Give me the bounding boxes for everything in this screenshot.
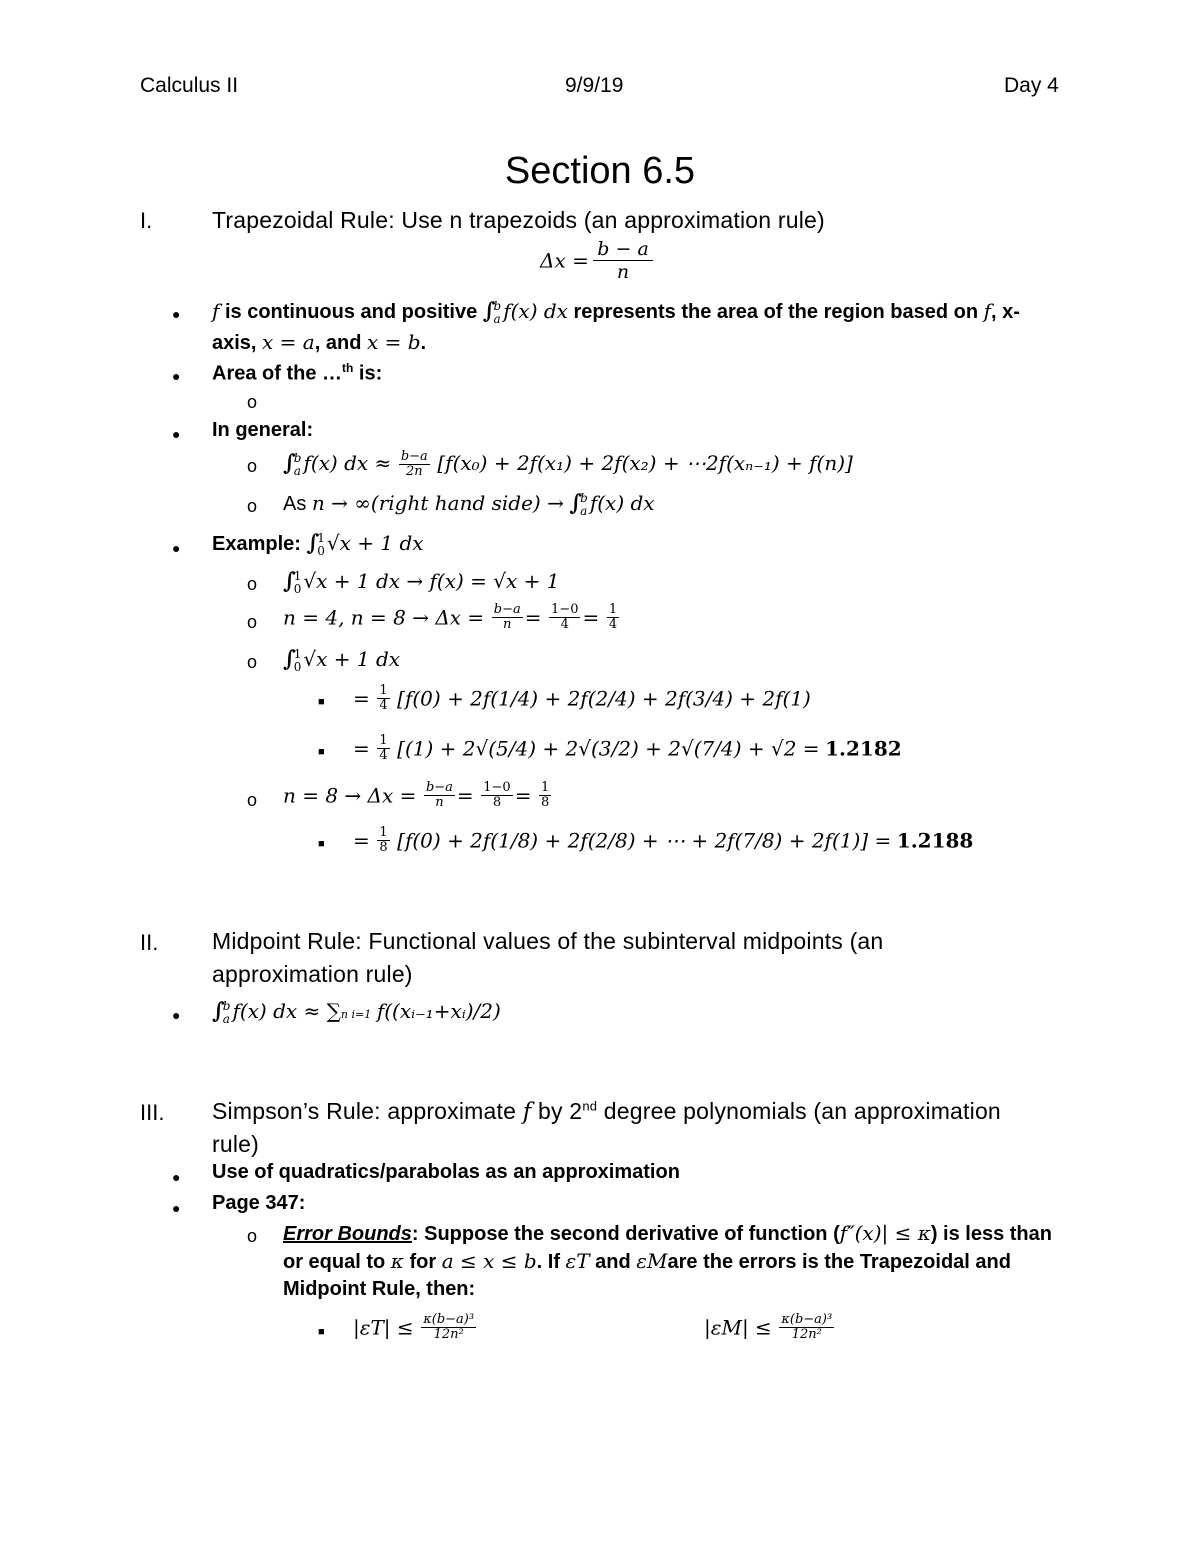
ex2-pre: n = 4, n = 8 → Δx = [283, 605, 485, 630]
integral-sign: ∫ [306, 530, 320, 556]
continuous-line-2 [212, 330, 426, 355]
integral-limits [294, 648, 302, 674]
integral-limits [580, 492, 588, 518]
example-integrand: √x + 1 dx [326, 531, 424, 555]
in-general-label: In general: [212, 419, 314, 441]
midpoint-lhs: f(x) dx ≈ ∑ [232, 999, 341, 1023]
page-title: Section 6.5 [504, 150, 696, 192]
example-step-3 [283, 646, 400, 674]
upper-limit: b [493, 298, 502, 313]
date: 9/9/19 [565, 74, 624, 97]
frac-den: 12n² [791, 1327, 822, 1342]
sum-step-3-text: [f(0) + 2f(1/8) + 2f(2/8) + ⋯ + 2f(7/8) + 2f(1)] = [397, 828, 892, 853]
bound-t-fraction [421, 1313, 476, 1342]
error-text-b: ) is less than [930, 1223, 1052, 1245]
delta-x-den: n [616, 261, 630, 283]
integrand: f(x) dx [503, 299, 568, 323]
kappa: κ [390, 1249, 404, 1273]
area-post: is: [353, 362, 383, 385]
quarter-fraction [377, 734, 389, 763]
bound-m-lhs: |εM| ≤ [704, 1315, 772, 1340]
delta-x-num: b − a [593, 238, 653, 261]
lower-limit: a [222, 1011, 230, 1026]
frac-num: b−a [493, 602, 521, 617]
section-ii-heading-2: approximation rule) [212, 961, 413, 987]
circle-bullet: o [247, 790, 258, 810]
frac-den: 12n² [433, 1327, 464, 1342]
midpoint-formula [212, 998, 501, 1026]
example-line [212, 530, 424, 558]
frac-num: 1−0 [483, 780, 511, 795]
error-range: a ≤ x ≤ b [441, 1249, 537, 1273]
error-text-a: : Suppose the second derivative of function ( [411, 1223, 840, 1245]
frac-num: 1−0 [551, 602, 579, 617]
bullet-dot: ● [172, 368, 181, 384]
ex3-integrand: √x + 1 dx [303, 647, 401, 671]
frac-den: 4 [379, 698, 388, 713]
general-formula [283, 450, 853, 479]
quadratics-line: Use of quadratics/parabolas as an approximation [212, 1161, 680, 1183]
error-line-3: Midpoint Rule, then: [283, 1278, 476, 1300]
simpson-text-a: Simpson’s Rule: approximate [212, 1098, 523, 1124]
section-ii-heading-1: Midpoint Rule: Functional values of the subinterval midpoints (an [212, 928, 884, 954]
axis-text: axis, [212, 332, 263, 354]
result-n4: 1.2182 [825, 736, 902, 761]
frac-den: n [503, 617, 512, 632]
n8-frac-1 [424, 781, 455, 810]
f-symbol-2: f [983, 299, 992, 323]
error-text-d: for [403, 1251, 442, 1273]
upper-limit: b [580, 490, 588, 505]
n8-line: n = 8 → Δx = $\frac{b-a}{n}$ = $\frac{1-0}{8}$ = $\frac{1}{8}$ [283, 780, 550, 810]
lower-limit: a [493, 311, 501, 326]
sum-step-3: = $\frac{1}{8}$ [f(0) + 2f(1/8) + 2f(2/8) + ⋯ + 2f(7/8) + 2f(1)] = 1.2188 [353, 825, 974, 855]
section-ii-numeral: II. [140, 930, 159, 955]
upper-limit: 1 [293, 568, 302, 583]
result-n8: 1.2188 [896, 828, 974, 853]
frac-den: 4 [608, 617, 618, 632]
day-label: Day 4 [1004, 74, 1059, 97]
ex2-frac-1 [492, 603, 523, 632]
frac-num: κ(b−a)³ [781, 1312, 833, 1327]
frac-den: 4 [379, 748, 388, 763]
integral-limits [494, 300, 502, 326]
square-bullet: ■ [318, 838, 325, 850]
n8-pre: n = 8 → Δx = [283, 783, 417, 808]
and-text: , and [314, 332, 367, 354]
circle-bullet: o [247, 456, 258, 476]
simpson-text-b: by 2 [531, 1098, 583, 1124]
x-eq-a: x = a [262, 330, 315, 354]
sum-step-2-text: [(1) + 2√(5/4) + 2√(3/2) + 2√(7/4) + √2 = [397, 736, 820, 761]
error-text-f: and [589, 1251, 637, 1273]
circle-bullet: o [247, 652, 258, 672]
lower-limit: 0 [293, 581, 302, 596]
ex1-text: √x + 1 dx → f(x) = √x + 1 [303, 569, 560, 593]
integral-limits [317, 532, 325, 558]
section-iii-heading-2: rule) [212, 1131, 260, 1157]
integral-sign: ∫ [283, 450, 296, 476]
as-integrand: f(x) dx [589, 491, 655, 515]
square-bullet: ■ [318, 1326, 325, 1338]
frac-num: κ(b−a)³ [423, 1312, 475, 1327]
upper-limit: b [222, 998, 231, 1013]
midpoint-rhs: f((xᵢ₋₁+xᵢ)/2) [376, 999, 501, 1023]
area-text: Area of the … [212, 362, 343, 385]
frac-num: 1 [379, 683, 388, 698]
example-step-1 [283, 568, 560, 596]
example-label: Example: [212, 533, 307, 555]
n8-frac-3 [539, 781, 551, 810]
bullet-dot: ● [172, 306, 181, 322]
bullet-dot: ● [172, 1169, 181, 1185]
lower-limit: a [293, 463, 301, 478]
integral-sign: ∫ [283, 646, 296, 672]
integral-sign: ∫ [283, 568, 296, 594]
nd-sup: nd [582, 1098, 598, 1114]
as-math: n → ∞(right hand side) → [311, 491, 564, 515]
section-i-numeral: I. [140, 208, 153, 233]
page-reference: Page 347: [212, 1192, 306, 1214]
general-lhs: f(x) dx ≈ [303, 451, 392, 475]
section-i-heading: Trapezoidal Rule: Use n trapezoids (an approximation rule) [212, 207, 825, 233]
bullet-dot: ● [172, 540, 181, 556]
frac-num: 1 [379, 825, 388, 840]
frac-num: b−a [400, 449, 428, 465]
period: . [420, 332, 427, 354]
sum-limits: n i=1 [340, 1008, 372, 1021]
circle-bullet: o [247, 392, 258, 412]
f-symbol: f [522, 1099, 532, 1125]
bound-trapezoid [353, 1313, 478, 1342]
area-sup: th [342, 361, 354, 375]
lower-limit: a [580, 503, 588, 518]
upper-limit: 1 [317, 530, 325, 545]
error-text-e: . If [536, 1251, 566, 1273]
continuous-text-a: is continuous and positive [219, 301, 483, 323]
integral-limits [223, 1000, 231, 1026]
area-line [212, 361, 382, 386]
delta-x-formula [540, 238, 653, 283]
frac-den: 8 [492, 795, 502, 810]
circle-bullet: o [247, 496, 258, 516]
integral-sign: ∫ [482, 298, 496, 324]
epsilon-m: εM [636, 1249, 668, 1273]
square-bullet: ■ [318, 746, 325, 758]
continuous-text-c: , x- [991, 301, 1020, 323]
frac-num: 1 [541, 780, 550, 795]
general-rhs: [f(x₀) + 2f(x₁) + 2f(x₂) + ⋯2f(xₙ₋₁) + f(n)] [437, 451, 853, 475]
epsilon-t: εT [565, 1249, 590, 1273]
error-text-g: are the errors is the Trapezoidal and [667, 1251, 1011, 1273]
error-bounds-label: Error Bounds [283, 1223, 412, 1245]
sum-step-1-text: [f(0) + 2f(1/4) + 2f(2/4) + 2f(3/4) + 2f(1) [397, 686, 811, 711]
course-name: Calculus II [140, 74, 239, 97]
general-fraction [399, 450, 430, 479]
eighth-fraction [377, 826, 389, 855]
integral-limits [294, 570, 302, 596]
bullet-dot: ● [172, 1007, 181, 1023]
frac-den: 8 [379, 840, 388, 855]
error-text-c: or equal to [283, 1251, 391, 1273]
delta-x-fraction [593, 238, 653, 283]
as-text: As [283, 493, 312, 515]
limit-line [283, 490, 655, 518]
upper-limit: 1 [293, 646, 302, 661]
upper-limit: b [293, 450, 302, 465]
error-line-1 [283, 1221, 1052, 1246]
integral-sign: ∫ [569, 490, 583, 516]
frac-den: 4 [560, 617, 569, 632]
n8-frac-2 [481, 781, 512, 810]
bound-t-lhs: |εT| ≤ [353, 1315, 414, 1340]
bound-m-fraction [779, 1313, 834, 1342]
frac-num: 1 [608, 602, 618, 617]
ex2-frac-3 [607, 603, 619, 632]
frac-num: 1 [379, 733, 388, 748]
error-math: f″(x)| ≤ κ [839, 1221, 931, 1245]
circle-bullet: o [247, 1226, 258, 1246]
f-symbol: f [212, 299, 220, 323]
bound-midpoint [704, 1313, 836, 1342]
sum-step-1: = $\frac{1}{4}$ [f(0) + 2f(1/4) + 2f(2/4) + 2f(3/4) + 2f(1) [353, 683, 811, 713]
sum-step-2: = $\frac{1}{4}$ [(1) + 2√(5/4) + 2√(3/2) + 2√(7/4) + √2 = 1.2182 [353, 733, 902, 763]
delta-x-lhs: Δx = [540, 248, 589, 273]
square-bullet: ■ [318, 696, 325, 708]
quarter-fraction [377, 684, 389, 713]
section-iii-numeral: III. [140, 1100, 165, 1125]
section-iii-heading-1 [212, 1098, 1001, 1125]
lower-limit: 0 [293, 659, 302, 674]
frac-den: n [435, 795, 444, 810]
bullet-dot: ● [172, 426, 181, 442]
bullet-dot: ● [172, 1200, 181, 1216]
circle-bullet: o [247, 612, 258, 632]
integral-limits [294, 452, 302, 478]
simpson-text-c: degree polynomials (an approximation [597, 1098, 1001, 1124]
ex2-frac-2 [549, 603, 580, 632]
error-line-2 [283, 1249, 1011, 1274]
frac-num: b−a [425, 780, 453, 795]
continuous-line-1 [212, 298, 1020, 326]
circle-bullet: o [247, 574, 258, 594]
continuous-text-b: represents the area of the region based on [567, 301, 984, 323]
frac-den: 8 [541, 795, 550, 810]
example-step-2: n = 4, n = 8 → Δx = $\frac{b-a}{n}$ = $\frac{1-0}{4}$ = $\frac{1}{4}$ [283, 602, 618, 632]
frac-den: 2n [406, 464, 423, 480]
x-eq-b: x = b [366, 330, 421, 354]
lower-limit: 0 [317, 543, 325, 558]
integral-sign: ∫ [212, 998, 225, 1024]
